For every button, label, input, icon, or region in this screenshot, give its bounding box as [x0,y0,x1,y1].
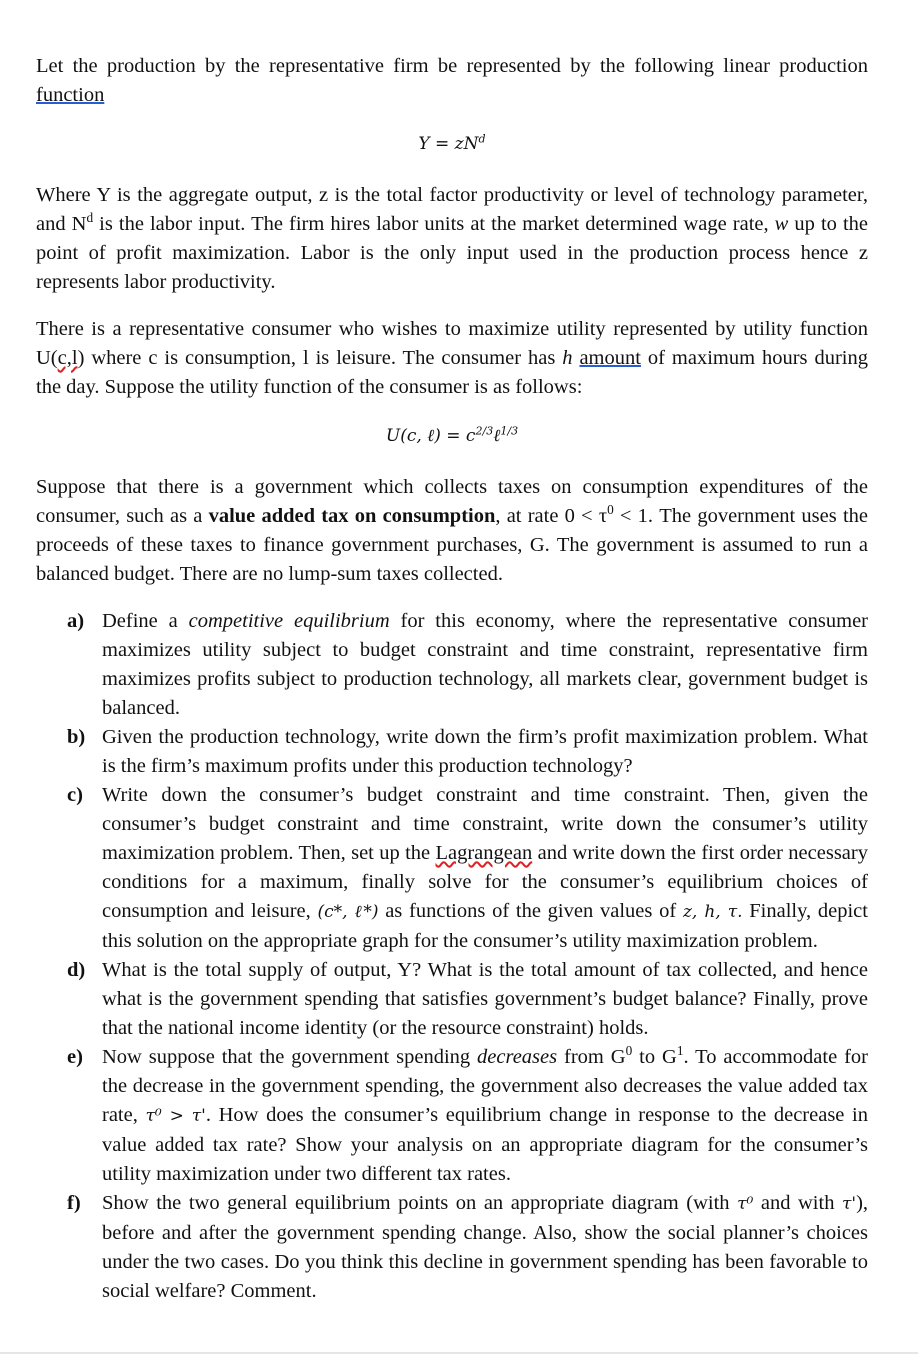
text-run: Where Y is the aggregate output, z is the total factor productivity or level of technology parameter, and N [36,184,868,235]
text-run: is the labor input. The firm hires labor units at the market determined wage rate, [93,213,775,235]
text-run: as functions of the given values of [378,900,683,922]
question-label: a) [67,610,85,632]
text-run: to G [632,1046,677,1068]
text-run: Given the production technology, write down the firm’s profit maximization problem. What is the firm’s maximum profits under this production technology? [102,726,868,777]
document-page [36,52,868,1306]
question-item [67,956,868,1043]
spellcheck-flagged-text: Lagrangean [435,842,533,864]
paragraph [36,52,868,110]
text-run: and with [753,1192,842,1214]
text-run: competitive equilibrium [188,610,390,632]
question-label: b) [67,726,86,748]
superscript: 1 [676,1043,684,1059]
spellcheck-flagged-text: c,l [57,347,78,369]
paragraph [36,315,868,402]
text-run: Finally, depict this solution on the appropriate graph for the consumer’s utility maximization problem. [102,900,868,952]
text-run: Now suppose that the government spending [102,1046,478,1068]
superscript: 1/3 [500,424,519,438]
equation [36,130,868,159]
text-run: Y = zN [418,134,479,154]
paragraph [36,181,868,297]
text-run: and write down the first order necessary conditions for a maximum, finally solve for the consumer’s equilibrium choices of consumption and leisure, [102,842,868,922]
text-run: . How does the consumer’s equilibrium change in response to the decrease in value added tax rate? Show your analysis on an appropriate diagram for the consumer’s utility maximization under two different tax rates. [102,1104,868,1185]
text-run: ), before and after the government spending change. Also, show the social planner’s choices under the two cases. Do you think this decline in government spending has been favorable to social welfare? Comment. [102,1192,869,1302]
math-expression: τ⁰ [737,1194,754,1214]
question-item [67,1189,869,1306]
grammar-flagged-text: amount [579,347,641,369]
text-run: value added tax on consumption [208,505,496,527]
text-run: Define a [102,610,189,632]
text-run: from G [557,1046,626,1068]
superscript: d [86,210,94,226]
text-run: of maximum hours during the day. Suppose the utility function of the consumer is as follows: [36,347,868,398]
math-expression: z, h, τ. [682,902,743,922]
text-run: decreases [477,1046,558,1068]
text-run: What is the total supply of output, Y? What is the total amount of tax collected, and hence what is the government spending that satisfies government’s budget balance? Finally, prove that the national income identity (or the resource constraint) holds. [102,959,868,1039]
grammar-flagged-text: function [36,84,105,106]
text-run: up to the point of profit maximization. Labor is the only input used in the production process hence z represents labor productivity. [36,213,868,293]
text-run: Write down the consumer’s budget constraint and time constraint. Then, given the consumer’s budget constraint and time constraint, write down the consumer’s utility maximization problem. Then, set up the [102,784,868,864]
question-item [67,607,869,723]
text-run: . To accommodate for the decrease in the government spending, the government also decreases the value added tax rate, [102,1046,869,1126]
question-label: e) [67,1046,83,1068]
text-run: , at rate 0 < τ [495,505,608,527]
question-item [67,1043,869,1189]
superscript: d [478,132,486,146]
page-bottom-divider [0,1352,918,1354]
text-run: Suppose that there is a government which collects taxes on consumption expenditures of the consumer, such as a [36,476,868,527]
superscript: 0 [607,502,614,518]
question-label: f) [67,1192,81,1214]
text-run: U(c, ℓ) = c [385,426,476,446]
question-label: d) [67,959,86,981]
equation [36,422,868,451]
math-expression: (c*, ℓ*) [317,902,379,922]
text-run: < 1. The government uses the proceeds of these taxes to finance government purchases, G. The government is assumed to run a balanced budget. There are no lump-sum taxes collected. [36,505,868,585]
paragraph [36,473,868,589]
text-run: ℓ [493,426,501,446]
text-run: ) where c is consumption, l is leisure. The consumer has [77,347,563,369]
superscript: 2/3 [475,424,494,438]
paragraph-gap [36,297,868,315]
question-item [67,781,868,956]
text-run: w [774,213,789,235]
superscript: 0 [625,1043,633,1059]
text-run: h [562,347,573,369]
math-expression: τ' [841,1194,857,1214]
question-item [67,723,868,781]
text-run: Show the two general equilibrium points on an appropriate diagram (with [102,1192,738,1214]
question-list [36,607,868,1306]
text-run: There is a representative consumer who wishes to maximize utility represented by utility function U( [36,318,868,369]
text-run: Let the production by the representative firm be represented by the following linear production [36,55,868,77]
document-body [36,52,868,589]
text-run: for this economy, where the representative consumer maximizes utility subject to budget constraint and time constraint, representative firm maximizes profits subject to production technology, all markets clear, government budget is balanced. [102,610,869,719]
question-label: c) [67,784,83,806]
math-expression: τ⁰ > τ' [145,1106,206,1126]
